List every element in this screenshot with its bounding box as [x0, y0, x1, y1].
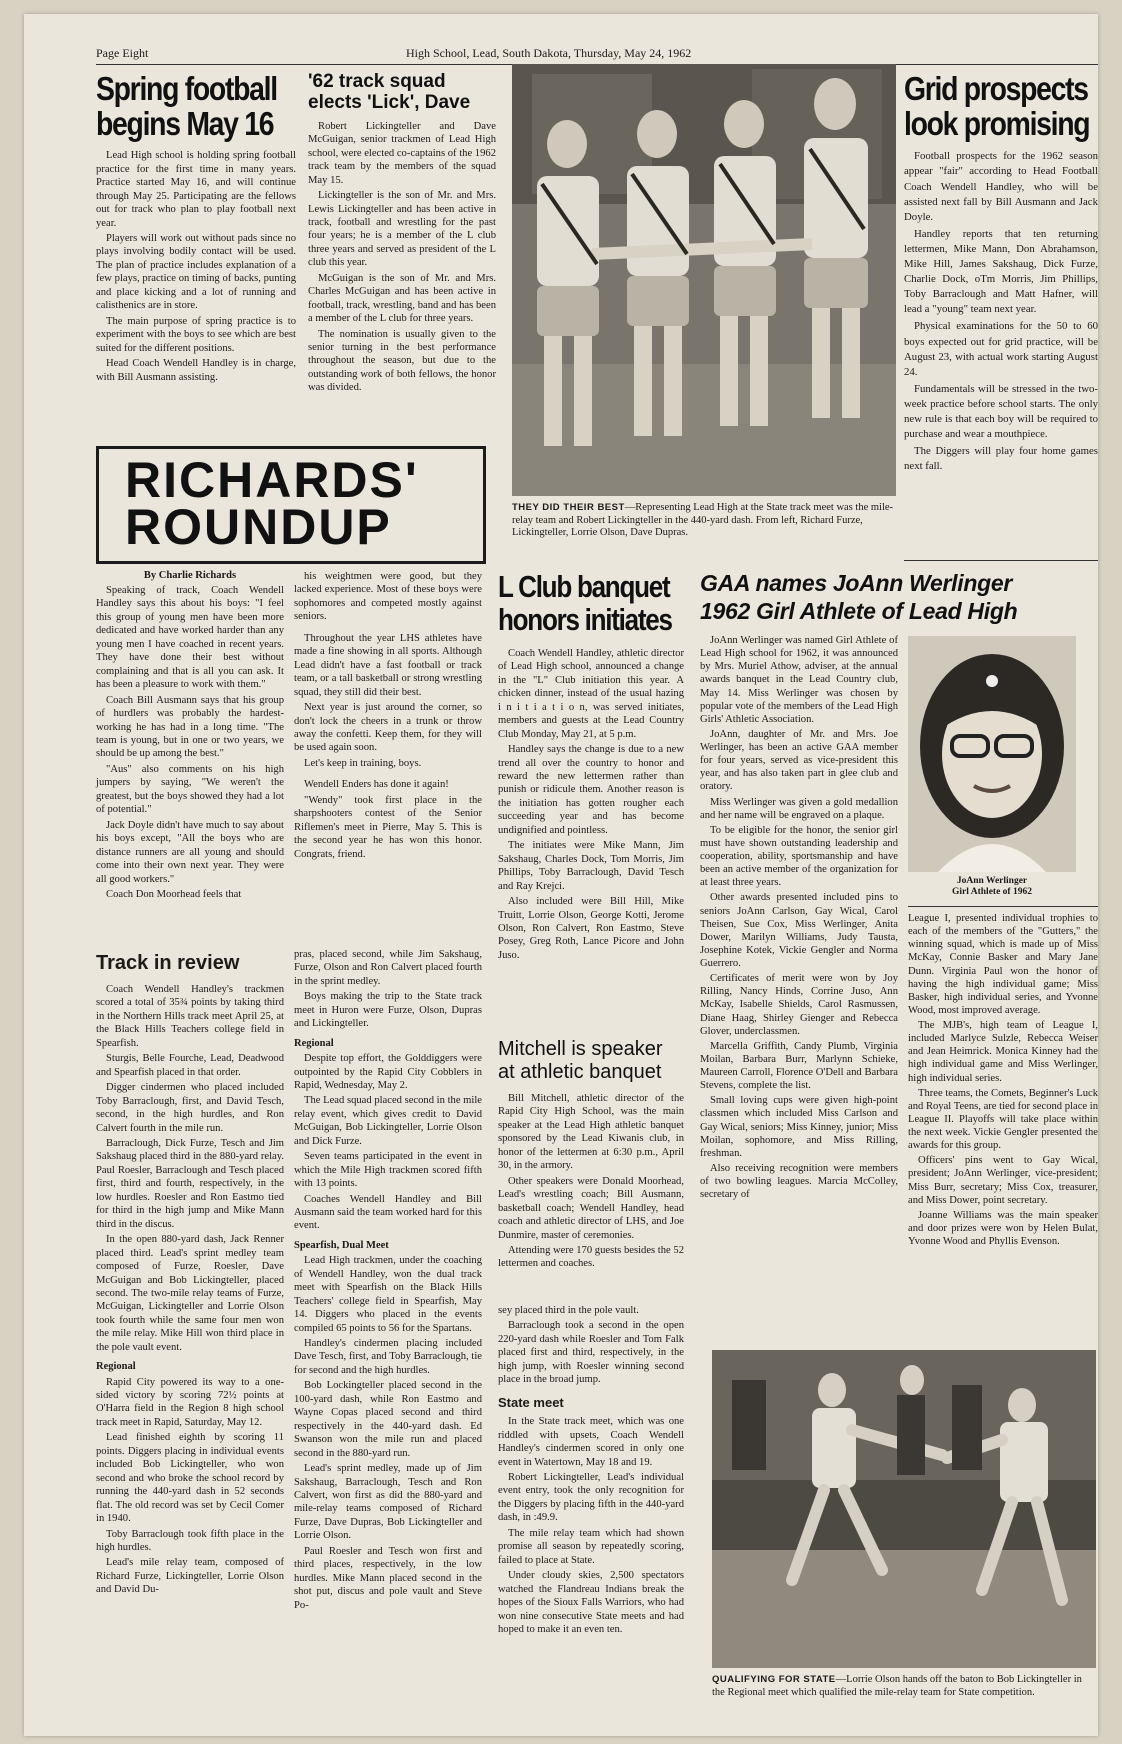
grid-paragraph: The Diggers will play four home games next fall. — [904, 445, 1098, 473]
gaa-paragraph: JoAnn Werlinger was named Girl Athlete of Lead High school for 1962, it was announced by Mrs. Muriel Athow, adviser, at the annual awards banquet in the Lead Country club, May 14. Miss Werlinger was chosen by popular vote of the members of the Lead High Girls' Athletic Association. — [700, 635, 898, 725]
captains-paragraph: Lickingteller is the son of Mr. and Mrs. Lewis Lickingteller and has been active in track, football and wrestling for the past four years; he is a member of the L club three years and served as president of the L club this year. — [308, 190, 496, 269]
mitchell-article — [498, 1038, 684, 1273]
gaa-paragraph: League I, presented individual trophies to each of the members of the "Gutters," the winning squad, which is made up of Miss McKay, Connie Basker and Mary Jane Dunn. Virginia Paul won the honor of having the high individual game; Miss Basker, high individual series, and Yvonne Wood, most improved average. — [908, 913, 1098, 1016]
werlinger-caption-rule — [908, 906, 1098, 907]
gaa-paragraph: Certificates of merit were won by Joy Rilling, Nancy Hinds, Corrine Juso, Ann McKay, Isabelle Shields, Carol Rasmussen, Diane Haag, Shirley Gienger and Rebecca Glover, underclassmen. — [700, 973, 898, 1037]
grid-paragraph: Handley reports that ten returning lettermen, Mike Mann, Don Abrahamson, Mike Hill, James Sakshaug, Dick Furze, Charlie Dock, oTm Morris, Jim Phillips, Toby Barraclough and Matt Hafner, will lead a "young" team next year. — [904, 227, 1098, 316]
werlinger-portrait-art — [908, 636, 1076, 872]
roundup-byline: By Charlie Richards — [143, 570, 237, 581]
relay-caption-lead: THEY DID THEIR BEST — [512, 502, 625, 513]
spring-paragraph: The main purpose of spring practice is to experiment with the boys to see which are best suited for the different positions. — [96, 315, 296, 354]
lclub-article — [498, 570, 684, 964]
roundup-column-2 — [294, 570, 482, 863]
baton-caption-lead: QUALIFYING FOR STATE — [712, 1674, 836, 1685]
gaa-headline — [700, 570, 1098, 625]
track-paragraph: sey placed third in the pole vault. — [498, 1305, 639, 1316]
relay-team-caption — [512, 502, 896, 540]
mitchell-headline-2: at athletic banquet — [498, 1061, 662, 1083]
relay-caption-text: —Representing Lead High at the State track meet was the mile-relay team and Robert Lickingteller in the 440-yard dash. From left, Richard Furze, Lickingteller, Lorrie Olson, Dave Dupras. — [512, 502, 894, 539]
gaa-paragraph: Small loving cups were given high-point classmen which included Miss Carlson and Gay Wical, seniors; Miss Kinney, junior; Miss Moilan, sophomore, and Miss Rilling, freshman. — [700, 1095, 898, 1159]
roundup-banner — [96, 446, 486, 564]
grid-paragraph: Physical examinations for the 50 to 60 boys expected out for grid practice, will be August 23, with actual work starting August 24. — [904, 320, 1098, 378]
track-paragraph: Under cloudy skies, 2,500 spectators watched the Flandreau Indians break the hopes of the Sioux Falls Warriors, who had won nine consecutive State meets and had hoped to make it an even ten. — [498, 1570, 684, 1636]
lclub-paragraph: Handley says the change is due to a new trend all over the country to honor and reward the new lettermen rather than punish or ridicule them. Another reason is the initiation has gotten rougher each succeeding year and has become undignified and pointless. — [498, 744, 684, 836]
roundup-paragraph: Jack Doyle didn't have much to say about his boys except, "All the boys who are distance runners are all young and should come into their own next year. They were all good workers." — [96, 819, 284, 885]
relay-team-photo — [512, 64, 896, 496]
track-review-col-3 — [498, 1304, 684, 1638]
gaa-headline-2: 1962 Girl Athlete of Lead High — [700, 597, 1018, 624]
track-review-col-2 — [294, 948, 482, 1614]
masthead-dateline: High School, Lead, South Dakota, Thursday, May 24, 1962 — [406, 46, 692, 60]
lclub-headline-2: honors initiates — [498, 602, 672, 638]
gaa-column-1 — [700, 634, 898, 1203]
werlinger-caption — [908, 876, 1076, 899]
dual-meet-subhead: Spearfish, Dual Meet — [294, 1239, 389, 1251]
track-paragraph: Lead's sprint medley, made up of Jim Sakshaug, Barraclough, Tesch and Ron Calvert, won first as did the 880-yard and mile-relay teams composed of Richard Furze, Dave Dupras, Bob Lickingteller and Lorrie Olson. — [294, 1463, 482, 1542]
track-captains-article — [308, 72, 496, 397]
track-paragraph: Lead High trackmen, under the coaching of Wendell Handley, won the dual track meet with Spearfish on the Black Hills Teachers' college field in Spearfish, May 14. Diggers who placed in the events compiled 65 points to 56 for the Spartans. — [294, 1255, 482, 1334]
track-review-headline: Track in review — [96, 952, 240, 974]
grid-headline-1: Grid prospects — [904, 70, 1088, 107]
track-paragraph: Bob Lockingteller placed second in the 100-yard dash, while Ron Eastmo and Wayne Copas placed second and third respectively in the 440-yard dash. Ed Swanson won the mile run and placed second in the 880-yard run. — [294, 1380, 482, 1459]
gaa-paragraph: Joanne Williams was the main speaker and door prizes were won by Helen Bulat, Yvonne Wood and Phyllis Evenson. — [908, 1209, 1098, 1247]
roundup-paragraph: Coach Don Moorhead feels that — [106, 888, 242, 900]
track-paragraph: The mile relay team which had shown promise all season by repeatedly scoring, failed to place at State. — [498, 1527, 684, 1566]
baton-handoff-photo — [712, 1350, 1096, 1668]
track-paragraph: Digger cindermen who placed included Toby Barraclough, first, and David Tesch, second, in the high hurdles, and Ron Calvert fourth in the mile run. — [96, 1082, 284, 1134]
captains-headline-1: '62 track squad — [308, 71, 446, 92]
gaa-column-2 — [908, 912, 1098, 1250]
track-paragraph: Sturgis, Belle Fourche, Lead, Deadwood and Spearfish placed in that order. — [96, 1053, 284, 1078]
roundup-paragraph: Coach Bill Ausmann says that his group of hurdlers was probably the hardest-working he has had in a long time. "The team is young, but in one or two years, we should be up among the best." — [96, 694, 284, 760]
mitchell-paragraph: Other speakers were Donald Moorhead, Lead's wrestling coach; Bill Ausmann, basketball coach; Wendell Handley, head coach and athletic director of LHS, and Joe Dunmire, master of ceremonies. — [498, 1175, 684, 1241]
grid-headline-2: look promising — [904, 104, 1090, 142]
gaa-paragraph: Other awards presented included pins to seniors JoAnn Carlson, Gay Wical, Carol Theisen, Sue Cox, Miss Werlinger, Anita Dower, Marilyn Williams, Judy Tausta, Josephine Kotek, Vickie Gengler and Norma Guerrero. — [700, 892, 898, 969]
spring-paragraph: Lead High school is holding spring football practice for the first time in many years. Practice started May 16, and will continue through May 25. Participating are the fellows out for track who plan to play football next year. — [96, 150, 296, 229]
roundup-column-1 — [96, 570, 284, 903]
roundup-paragraph: "Wendy" took first place in the sharpshooters contest of the Senior Riflemen's meet in Pierre, May 5. This is the second year he has won this honor. Congrats, friend. — [294, 794, 482, 860]
roundup-paragraph: Let's keep in training, boys. — [304, 757, 422, 769]
gaa-paragraph: Marcella Griffith, Candy Plumb, Virginia Moilan, Barbara Burr, Marlynn Schieke, Maureen Carroll, Florence O'Dell and Barbara Stevens, complete the list. — [700, 1040, 898, 1092]
lclub-paragraph: Coach Wendell Handley, athletic director of Lead High school, announced a change in the "L" Club initiation this year. A chicken dinner, instead of the usual hazing i n i t i a t i o n, was served initiates, members and guests at the Lead Country Club Monday, May 21, at 5 p.m. — [498, 647, 684, 740]
track-paragraph: Toby Barraclough took fifth place in the high hurdles. — [96, 1528, 284, 1553]
baton-handoff-photo-art — [712, 1350, 1096, 1668]
track-review-col-1 — [96, 948, 284, 1599]
captains-headline-2: elects 'Lick', Dave — [308, 91, 471, 113]
state-meet-subhead: State meet — [498, 1394, 564, 1410]
grid-paragraph: Football prospects for the 1962 season appear "fair" according to Head Football Coach Wendell Handley, who will be assisted next fall by Bill Ausmann and Jack Doyle. — [904, 150, 1098, 223]
roundup-paragraph: Throughout the year LHS athletes have made a fine showing in all sports. Although Lead didn't have a fast football or track team, or a tall basketball or strong wrestling squad, they still did their best. — [294, 632, 482, 698]
page-number: Page Eight — [96, 46, 149, 60]
gaa-paragraph: To be eligible for the honor, the senior girl must have shown outstanding leadership and cooperation, ability, sportsmanship and have been an active member of the organization for at least three years. — [700, 824, 898, 889]
roundup-paragraph: Speaking of track, Coach Wendell Handley says this about his boys: "I feel this group of young men have been more dedicated and have worked harder than any young men I have coached in recent years. They have done their best without complaining and that is all you can ask. It has been a pleasure to work with them." — [96, 585, 284, 691]
gaa-headline-1: GAA names JoAnn Werlinger — [700, 570, 1013, 596]
baton-handoff-caption — [712, 1674, 1096, 1699]
track-paragraph: Seven teams participated in the event in which the Mile High trackmen scored fifth with 13 points. — [294, 1151, 482, 1190]
track-paragraph: In the State track meet, which was one riddled with upsets, Coach Wendell Handley's cindermen scored in only one event in Watertown, May 18 and 19. — [498, 1416, 684, 1468]
relay-team-photo-art — [512, 64, 896, 496]
spring-paragraph: Head Coach Wendell Handley is in charge, with Bill Ausmann assisting. — [96, 358, 296, 383]
newspaper-page — [24, 14, 1098, 1736]
roundup-banner-line-1: RICHARDS' — [125, 452, 419, 508]
grid-bottom-rule — [904, 560, 1098, 561]
track-paragraph: Coach Wendell Handley's trackmen scored a total of 35¾ points by taking third in the Northern Hills track meet April 25, at the Black Hills Teachers college field in Spearfish. — [96, 984, 284, 1049]
regional-subhead: Regional — [96, 1361, 136, 1373]
werlinger-caption-title: Girl Athlete of 1962 — [952, 887, 1032, 898]
regional-subhead-2: Regional — [294, 1037, 334, 1049]
baton-caption-text: —Lorrie Olson hands off the baton to Bob Lickingteller in the Regional meet which qualified the mile-relay team for State competition. — [712, 1674, 1082, 1698]
spring-headline-2: begins May 16 — [96, 104, 274, 142]
roundup-banner-line-2: ROUNDUP — [125, 499, 392, 555]
gaa-paragraph: Miss Werlinger was given a gold medallion and her name will be engraved on a plaque. — [700, 796, 898, 821]
track-paragraph: Robert Lickingteller, Lead's individual event entry, took the only recognition for the Diggers by placing fifth in the 440-yard dash, in :49.9. — [498, 1472, 684, 1524]
gaa-paragraph: JoAnn, daughter of Mr. and Mrs. Joe Werlinger, has been an active GAA member for four years, served as vice-president this year, and has also taken part in glee club and oratory. — [700, 728, 898, 793]
track-paragraph: Paul Roesler and Tesch won first and third places, respectively, in the low hurdles. Mike Mann placed second in the shot put, discus and pole vault and Steve Po- — [294, 1545, 482, 1611]
track-paragraph: Boys making the trip to the State track meet in Huron were Furze, Olson, Dupras and Lickingteller. — [294, 991, 482, 1030]
track-paragraph: Lead finished eighth by scoring 11 points. Diggers placing in individual events included Bob Lickingteller, who won second and who broke the school record by running the 440-yard dash in 52 seconds flat. The old record was set by Cecil Comer in 1940. — [96, 1432, 284, 1525]
captains-paragraph: McGuigan is the son of Mr. and Mrs. Charles McGuigan and has been active in football, track, wrestling, band and has been a member of the L club for three years. — [308, 272, 496, 325]
lclub-headline-1: L Club banquet — [498, 569, 670, 604]
lclub-paragraph: The initiates were Mike Mann, Jim Sakshaug, Charles Dock, Tom Morris, Jim Phillips, Toby Barraclough, David Tesch and Ray Krejci. — [498, 840, 684, 892]
track-paragraph: The Lead squad placed second in the mile relay event, which gives credit to David McGuigan, Bob Lickingteller, Lorrie Olson and Dick Furze. — [294, 1095, 482, 1147]
track-paragraph: Handley's cindermen placing included Dave Tesch, first, and Toby Barraclough, tie for second and the high hurdles. — [294, 1337, 482, 1376]
track-paragraph: Despite top effort, the Golddiggers were outpointed by the Rapid City Cobblers in Rapid, Wednesday, May 2. — [294, 1053, 482, 1091]
track-paragraph: Rapid City powered its way to a one-sided victory by scoring 72½ points at O'Harra field in the Region 8 high school track meet in Rapid, Saturday, May 12. — [96, 1376, 284, 1428]
lclub-paragraph: Also included were Bill Hill, Mike Truitt, Lorrie Olson, George Kotti, Jerome Olson, Ron Calvert, Ron Eastmo, Steve Posey, Greg Roth, Lance Picore and John Juso. — [498, 896, 684, 961]
spring-football-article — [96, 72, 296, 386]
roundup-paragraph: Wendell Enders has done it again! — [304, 779, 449, 791]
spring-headline-1: Spring football — [96, 70, 277, 107]
gaa-paragraph: Officers' pins went to Gay Wical, president; JoAnn Werlinger, vice-president; Miss Burr, secretary; Miss Cox, treasurer, and Miss Dower, point secretary. — [908, 1155, 1098, 1206]
track-paragraph: Lead's mile relay team, composed of Richard Furze, Lickingteller, Lorrie Olson and David Du- — [96, 1557, 284, 1596]
track-paragraph: Coaches Wendell Handley and Bill Ausmann said the team worked hard for this event. — [294, 1193, 482, 1232]
roundup-paragraph: his weightmen were good, but they lacked experience. Most of these boys were sophomores and competed mostly against seniors. — [294, 571, 482, 623]
page-header — [96, 44, 1098, 65]
track-paragraph: Barraclough, Dick Furze, Tesch and Jim Sakshaug placed third in the 880-yard relay. Paul Roesler, Barraclough and Tesch placed first, third and fourth, respectively, in the low hurdles. Roesler and Ron Eastmo tied for third in the high jump and Mike Mann third in the discus. — [96, 1137, 284, 1230]
gaa-paragraph: Also receiving recognition were members of two bowling leagues. Marcia McColley, secretary of — [700, 1162, 898, 1201]
track-paragraph: pras, placed second, while Jim Sakshaug, Furze, Olson and Ron Calvert placed fourth in the sprint medley. — [294, 949, 482, 987]
mitchell-paragraph: Bill Mitchell, athletic director of the Rapid City High School, was the main speaker at the Lead High athletic banquet sponsored by the Lead Kiwanis club, in honor of the lettermen at 6:30 p.m., April 30, in the armory. — [498, 1093, 684, 1172]
gaa-paragraph: The MJB's, high team of League I, included Marlyce Sulzle, Rebecca Weiser and Jean Heimrick. Monica Kinney had the high individual game and Miss Werlinger, high individual series. — [908, 1020, 1098, 1084]
grid-prospects-article — [904, 72, 1098, 477]
roundup-paragraph: "Aus" also comments on his high jumpers by saying, "We weren't the greatest, but the boys showed they had a lot of potential." — [96, 763, 284, 816]
captains-paragraph: The nomination is usually given to the senior turning in the best performance throughout the season, but due to the outstanding work of both fellows, the honor was divided. — [308, 328, 496, 394]
werlinger-caption-name: JoAnn Werlinger — [956, 876, 1028, 886]
werlinger-portrait — [908, 636, 1076, 872]
mitchell-headline-1: Mitchell is speaker — [498, 1038, 663, 1060]
track-paragraph: In the open 880-yard dash, Jack Renner placed third. Lead's sprint medley team composed of Furze, Roesler, Dave McGuigan and Bob Lickingteller, placed second. The two-mile relay teams of Furze, McGuigan, Lickingteller and Lorrie Olson took fourth while the same four men won the mile relay. Mike Hill won third place in the pole vault event. — [96, 1234, 284, 1353]
captains-paragraph: Robert Lickingteller and Dave McGuigan, senior trackmen of Lead High school, were elected co-captains of the 1962 track team by the members of the squad May 15. — [308, 120, 496, 186]
spring-paragraph: Players will work out without pads since no plays involving bodily contact will be used. The plan of practice includes explanation of a few plays, practice on timing of backs, punting and place kicking and a lot of running and calisthenics are in store. — [96, 233, 296, 312]
gaa-paragraph: Three teams, the Comets, Beginner's Luck and Royal Teens, are tied for second place in League II. Playoffs will take place within the next week. Vickie Gengler presented the awards for this group. — [908, 1087, 1098, 1152]
grid-paragraph: Fundamentals will be stressed in the two-week practice before school starts. The only new rule is that each boy will be required to purchase and wear a mouthpiece. — [904, 382, 1098, 441]
roundup-paragraph: Next year is just around the corner, so don't lock the cheers in a trunk or throw away the confetti. Keep them, for they will be used again soon. — [294, 702, 482, 754]
mitchell-paragraph: Attending were 170 guests besides the 52 lettermen and coaches. — [498, 1244, 684, 1270]
track-paragraph: Barraclough took a second in the open 220-yard dash while Roesler and Tom Falk placed first and third, respectively, in the high jump, with Roesler winning second place in the broad jump. — [498, 1320, 684, 1386]
